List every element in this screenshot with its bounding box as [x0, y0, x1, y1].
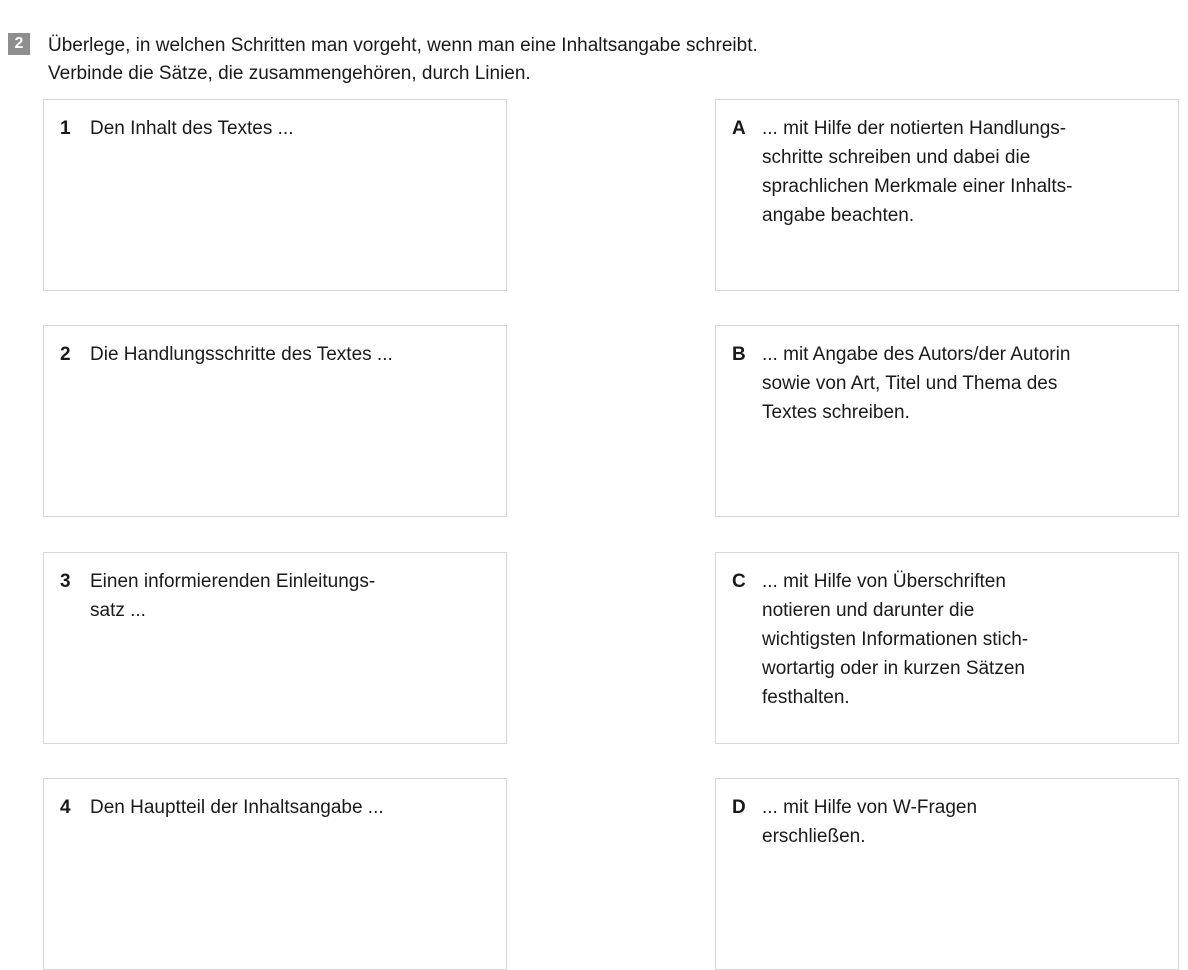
card-text: Den Hauptteil der Inhaltsangabe ... [90, 797, 384, 818]
sentence-end-card-d[interactable] [715, 778, 1179, 970]
card-id-label: 4 [60, 797, 71, 818]
card-text: Einen informierenden Einleitungs- satz ... [90, 571, 376, 621]
task-instructions [48, 32, 758, 88]
card-id-label: 3 [60, 571, 71, 592]
card-text: ... mit Hilfe von Überschriften notieren und darunter die wichtigsten Informationen stich- wortartig oder in kurzen Sätzen festhalten. [762, 571, 1029, 708]
card-id-label: 2 [60, 344, 71, 365]
sentence-end-card-a[interactable] [715, 99, 1179, 291]
card-text: Den Inhalt des Textes ... [90, 118, 294, 139]
card-text: ... mit Hilfe der notierten Handlungs- schritte schreiben und dabei die sprachlichen Merkmale einer Inhalts- angabe beachten. [762, 118, 1073, 226]
sentence-end-card-b[interactable] [715, 325, 1179, 517]
card-id-label: 1 [60, 118, 71, 139]
card-text: ... mit Angabe des Autors/der Autorin sowie von Art, Titel und Thema des Textes schreiben. [762, 344, 1071, 423]
sentence-start-card-2[interactable] [43, 325, 507, 517]
card-text: ... mit Hilfe von W-Fragen erschließen. [762, 797, 978, 847]
sentence-start-card-1[interactable] [43, 99, 507, 291]
instruction-line-2: Verbinde die Sätze, die zusammengehören, durch Linien. [48, 63, 531, 84]
task-number-badge: 2 [8, 33, 30, 55]
instruction-line-1: Überlege, in welchen Schritten man vorgeht, wenn man eine Inhaltsangabe schreibt. [48, 35, 758, 56]
sentence-end-card-c[interactable] [715, 552, 1179, 744]
card-text: Die Handlungsschritte des Textes ... [90, 344, 393, 365]
sentence-start-card-3[interactable] [43, 552, 507, 744]
sentence-start-card-4[interactable] [43, 778, 507, 970]
card-id-label: D [732, 797, 746, 818]
card-id-label: C [732, 571, 746, 592]
card-id-label: B [732, 344, 746, 365]
card-id-label: A [732, 118, 746, 139]
